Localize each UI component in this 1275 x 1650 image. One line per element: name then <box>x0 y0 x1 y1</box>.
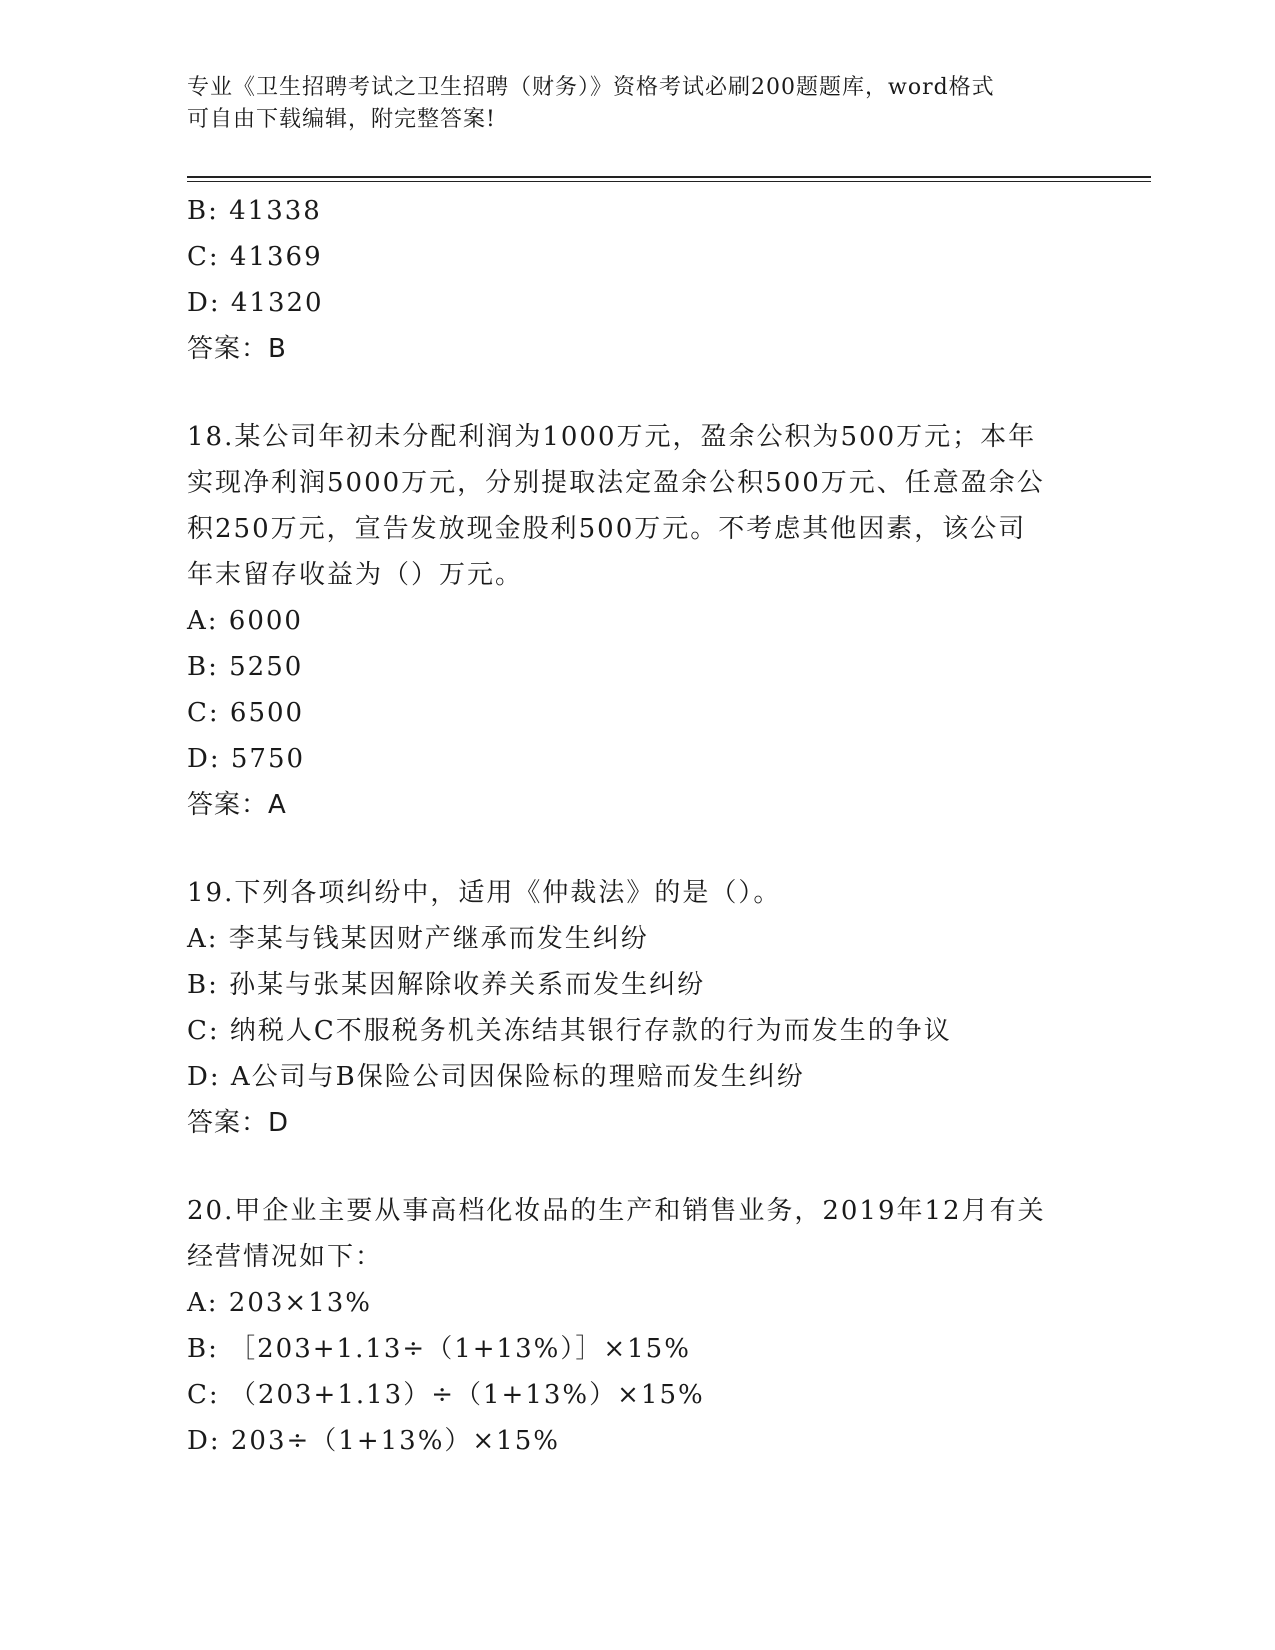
option-c: C: （203+1.13）÷（1+13%）×15% <box>187 1380 705 1410</box>
option-d: D: 203÷（1+13%）×15% <box>187 1426 560 1456</box>
question-19 <box>187 870 1087 1146</box>
spacer <box>187 372 1087 414</box>
question-text-line: 实现净利润5000万元，分别提取法定盈余公积500万元、任意盈余公 <box>187 468 1045 498</box>
question-text-line: 积250万元，宣告发放现金股利500万元。不考虑其他因素，该公司 <box>187 514 1027 544</box>
option-c: C: 41369 <box>187 242 323 272</box>
question-list <box>187 188 1087 1464</box>
question-20 <box>187 1188 1087 1464</box>
option-b: B: ［203+1.13÷（1+13%）］×15% <box>187 1334 691 1364</box>
answer-line: 答案：A <box>187 790 287 820</box>
answer-line: 答案：D <box>187 1108 290 1138</box>
question-18 <box>187 414 1087 828</box>
header-divider-thin <box>187 181 1151 182</box>
option-a: A: 6000 <box>187 606 303 636</box>
header-title-line-2: 可自由下载编辑，附完整答案! <box>187 107 496 132</box>
question-text-line: 经营情况如下： <box>187 1242 384 1272</box>
header-divider-thick <box>187 176 1151 178</box>
option-d: D: 41320 <box>187 288 324 318</box>
option-d: D: 5750 <box>187 744 306 774</box>
option-c: C: 纳税人C不服税务机关冻结其银行存款的行为而发生的争议 <box>187 1016 952 1046</box>
question-text-line: 18.某公司年初未分配利润为1000万元，盈余公积为500万元；本年 <box>187 422 1037 452</box>
option-d: D: A公司与B保险公司因保险标的理赔而发生纠纷 <box>187 1062 805 1092</box>
question-17-tail <box>187 188 1087 372</box>
document-header <box>187 72 1067 136</box>
option-b: B: 孙某与张某因解除收养关系而发生纠纷 <box>187 970 706 1000</box>
option-c: C: 6500 <box>187 698 305 728</box>
answer-line: 答案：B <box>187 334 287 364</box>
option-b: B: 41338 <box>187 196 322 226</box>
spacer <box>187 1146 1087 1188</box>
option-a: A: 李某与钱某因财产继承而发生纠纷 <box>187 924 649 954</box>
option-b: B: 5250 <box>187 652 304 682</box>
question-text-line: 年末留存收益为（）万元。 <box>187 560 524 590</box>
question-text-line: 20.甲企业主要从事高档化妆品的生产和销售业务，2019年12月有关 <box>187 1196 1046 1226</box>
question-text-line: 19.下列各项纠纷中，适用《仲裁法》的是（）。 <box>187 878 782 908</box>
spacer <box>187 828 1087 870</box>
option-a: A: 203×13% <box>187 1288 373 1318</box>
header-title-line-1: 专业《卫生招聘考试之卫生招聘（财务）》资格考试必刷200题题库，word格式 <box>187 75 995 100</box>
